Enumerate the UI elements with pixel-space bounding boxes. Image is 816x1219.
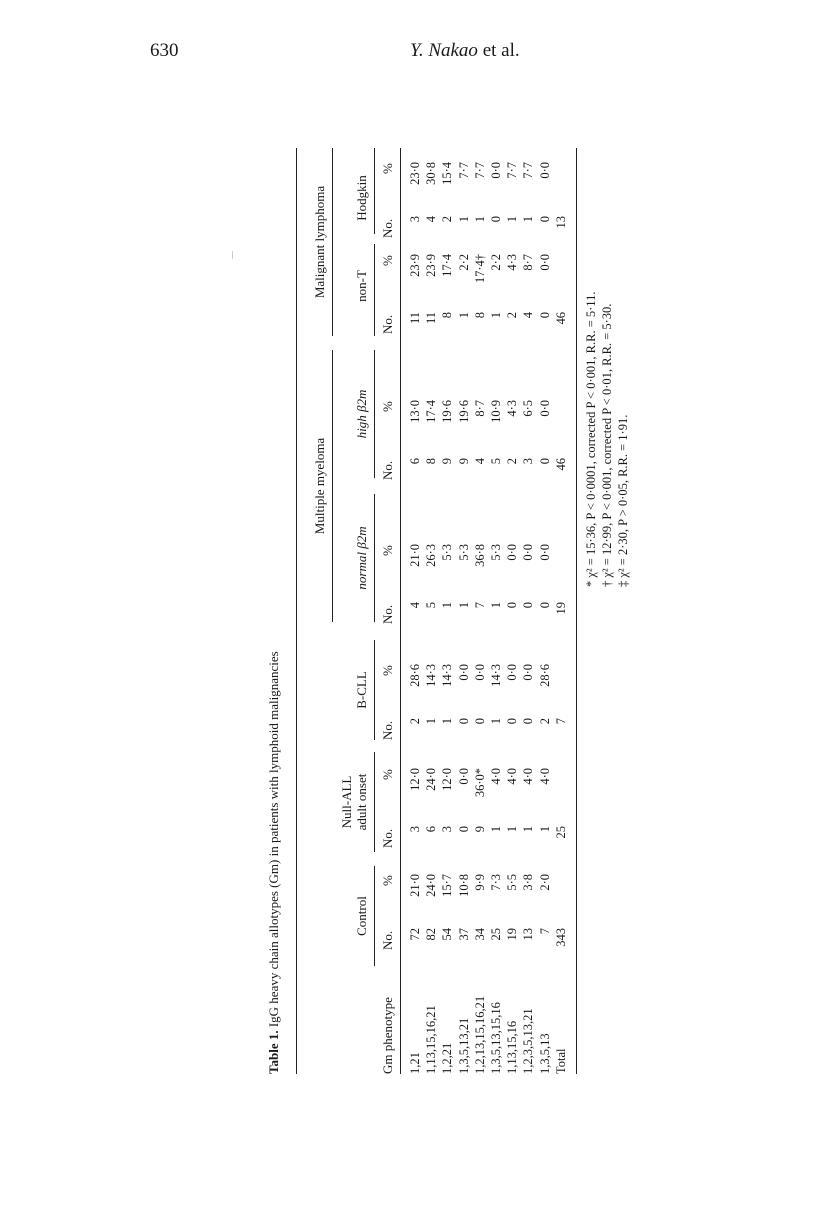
null-all-subheader: adult onset xyxy=(354,773,369,831)
cell-c_no: 19 xyxy=(505,928,520,941)
cell-mh_no: 5 xyxy=(489,458,503,465)
cell-c_pct: 15·7 xyxy=(440,874,455,897)
cell-n_pct: 4·0 xyxy=(505,768,520,785)
cell-mn_pct: 21·0 xyxy=(408,544,422,567)
page-number: 630 xyxy=(150,40,179,61)
footnote-1: * χ² = 15·36, P < 0·0001, corrected P < 0·001, R.R. = 5·11. xyxy=(584,291,598,587)
cell-mn_pct: 0·0 xyxy=(521,544,536,561)
cell-mh_pct: 17·4 xyxy=(424,400,439,423)
cell-mh_pct: 10·9 xyxy=(489,400,503,423)
cell-mn_pct: 26·3 xyxy=(424,544,439,567)
non-t-rule xyxy=(374,244,375,336)
phenotype-cell: Total xyxy=(553,1048,568,1074)
table-row xyxy=(408,148,424,1074)
non-t-header: non-T xyxy=(354,270,369,302)
cell-lt_no: 1 xyxy=(456,312,471,319)
cell-lt_pct: 2·2 xyxy=(489,254,503,271)
cell-mh_no: 3 xyxy=(521,458,536,465)
cell-lh_pct: 7·7 xyxy=(521,162,536,179)
cell-lt_no: 46 xyxy=(553,312,568,325)
column-header-lt_pct: % xyxy=(380,255,395,266)
table-label: Table 1. xyxy=(266,1030,281,1074)
normal-b2m-rule xyxy=(374,494,375,622)
cell-mh_pct: 13·0 xyxy=(408,400,422,423)
cell-mn_pct: 5·3 xyxy=(489,544,503,561)
cell-lh_pct: 15·4 xyxy=(440,162,455,185)
column-header-mh_pct: % xyxy=(380,401,395,412)
cell-n_no: 3 xyxy=(408,826,422,833)
phenotype-cell: 1,2,13,15,16,21 xyxy=(472,995,487,1074)
cell-b_no: 1 xyxy=(489,718,503,725)
margin-mark xyxy=(232,251,233,259)
cell-mn_pct: 5·3 xyxy=(440,544,455,561)
cell-b_pct: 28·6 xyxy=(537,664,552,687)
cell-n_pct: 36·0* xyxy=(472,768,487,798)
cell-c_no: 54 xyxy=(440,928,455,941)
cell-n_no: 3 xyxy=(440,826,455,833)
cell-mn_no: 1 xyxy=(440,602,455,609)
author-name: Y. Nakao xyxy=(410,40,478,61)
column-header-lh_no: No. xyxy=(380,218,395,238)
cell-n_no: 1 xyxy=(489,826,503,833)
cell-n_pct: 24·0 xyxy=(424,768,439,791)
cell-mh_no: 6 xyxy=(408,458,422,465)
control-header: Control xyxy=(354,896,369,936)
phenotype-cell: 1,3,5,13,21 xyxy=(456,1017,471,1074)
cell-mh_pct: 4·3 xyxy=(505,400,520,417)
cell-lt_pct: 17·4 xyxy=(440,254,455,277)
cell-mn_no: 0 xyxy=(505,602,520,609)
phenotype-cell: 1,13,15,16,21 xyxy=(424,1005,439,1074)
cell-c_no: 82 xyxy=(424,928,439,941)
phenotype-cell: 1,3,5,13 xyxy=(537,1033,552,1074)
table-row xyxy=(473,148,489,1074)
cell-c_pct: 10·8 xyxy=(456,874,471,897)
cell-mn_no: 19 xyxy=(553,602,568,615)
footnote-3: ‡ χ² = 2·30, P > 0·05, R.R. = 1·91. xyxy=(616,414,630,587)
cell-c_no: 72 xyxy=(408,928,422,941)
cell-lt_pct: 17·4† xyxy=(472,254,487,284)
cell-n_no: 9 xyxy=(472,826,487,833)
column-header-lh_pct: % xyxy=(380,163,395,174)
cell-c_pct: 21·0 xyxy=(408,874,422,897)
null-all-rule xyxy=(374,752,375,852)
table-row xyxy=(505,148,521,1074)
cell-mn_no: 7 xyxy=(472,602,487,609)
cell-mh_no: 0 xyxy=(537,458,552,465)
cell-mn_no: 0 xyxy=(521,602,536,609)
cell-lt_no: 4 xyxy=(521,312,536,319)
cell-b_pct: 0·0 xyxy=(472,664,487,681)
cell-c_pct: 7·3 xyxy=(489,874,503,891)
cell-b_pct: 14·3 xyxy=(440,664,455,687)
table-row xyxy=(538,148,554,1074)
cell-mh_pct: 8·7 xyxy=(472,400,487,417)
cell-lh_no: 0 xyxy=(489,216,503,223)
table-caption xyxy=(266,651,282,1074)
cell-mh_no: 8 xyxy=(424,458,439,465)
cell-b_no: 2 xyxy=(408,718,422,725)
phenotype-cell: 1,13,15,16 xyxy=(505,1020,520,1074)
cell-lt_no: 0 xyxy=(537,312,552,319)
cell-mh_pct: 6·5 xyxy=(521,400,536,417)
cell-b_no: 0 xyxy=(472,718,487,725)
cell-lh_no: 2 xyxy=(440,216,455,223)
hodgkin-rule xyxy=(374,148,375,234)
cell-mh_no: 46 xyxy=(553,458,568,471)
multiple-myeloma-header: Multiple myeloma xyxy=(312,437,327,535)
cell-mn_no: 4 xyxy=(408,602,422,609)
lymphoma-rule xyxy=(332,148,333,336)
cell-lh_pct: 0·0 xyxy=(489,162,503,179)
column-header-lt_no: No. xyxy=(380,314,395,334)
header-rule xyxy=(400,148,401,1074)
cell-mn_pct: 0·0 xyxy=(537,544,552,561)
cell-mn_pct: 5·3 xyxy=(456,544,471,561)
cell-lh_no: 4 xyxy=(424,216,439,223)
table-title: IgG heavy chain allotypes (Gm) in patients with lymphoid malignancies xyxy=(266,651,281,1031)
author-suffix: et al. xyxy=(477,40,520,61)
column-header-mh_no: No. xyxy=(380,460,395,480)
running-head xyxy=(410,40,520,62)
normal-b2m-header: normal β2m xyxy=(354,526,369,590)
cell-b_pct: 14·3 xyxy=(489,664,503,687)
cell-c_no: 7 xyxy=(537,928,552,935)
column-header-c_no: No. xyxy=(380,930,395,950)
control-rule xyxy=(374,866,375,966)
cell-c_no: 34 xyxy=(472,928,487,941)
cell-mn_no: 1 xyxy=(489,602,503,609)
cell-lh_no: 3 xyxy=(408,216,422,223)
cell-lh_no: 13 xyxy=(553,216,568,229)
cell-lt_no: 2 xyxy=(505,312,520,319)
cell-lh_pct: 7·7 xyxy=(456,162,471,179)
cell-c_pct: 2·0 xyxy=(537,874,552,891)
cell-c_no: 343 xyxy=(553,928,568,947)
cell-b_pct: 0·0 xyxy=(505,664,520,681)
cell-c_pct: 5·5 xyxy=(505,874,520,891)
cell-c_no: 25 xyxy=(489,928,503,941)
null-all-header: Null-ALL xyxy=(339,775,354,829)
cell-mh_pct: 19·6 xyxy=(440,400,455,423)
phenotype-cell: 1,2,3,5,13,21 xyxy=(521,1008,536,1074)
cell-lt_no: 8 xyxy=(440,312,455,319)
cell-lh_pct: 7·7 xyxy=(505,162,520,179)
cell-mh_no: 2 xyxy=(505,458,520,465)
cell-b_no: 0 xyxy=(505,718,520,725)
cell-c_pct: 3·8 xyxy=(521,874,536,891)
cell-n_no: 1 xyxy=(505,826,520,833)
table-row xyxy=(554,148,570,1074)
cell-b_no: 1 xyxy=(424,718,439,725)
phenotype-cell: 1,21 xyxy=(408,1052,422,1074)
cell-c_no: 37 xyxy=(456,928,471,941)
bcll-header: B-CLL xyxy=(354,671,369,709)
high-b2m-rule xyxy=(374,350,375,478)
cell-n_pct: 4·0 xyxy=(537,768,552,785)
hodgkin-header: Hodgkin xyxy=(354,175,369,221)
cell-lh_no: 1 xyxy=(521,216,536,223)
cell-mh_no: 9 xyxy=(456,458,471,465)
cell-c_pct: 9·9 xyxy=(472,874,487,891)
cell-mh_no: 9 xyxy=(440,458,455,465)
cell-lh_no: 0 xyxy=(537,216,552,223)
column-header-b_pct: % xyxy=(380,665,395,676)
cell-lt_pct: 2·2 xyxy=(456,254,471,271)
cell-b_pct: 0·0 xyxy=(456,664,471,681)
cell-lt_pct: 23·9 xyxy=(424,254,439,277)
cell-n_no: 1 xyxy=(537,826,552,833)
cell-lt_no: 11 xyxy=(408,312,422,325)
malignant-lymphoma-header: Malignant lymphoma xyxy=(312,185,327,299)
cell-b_pct: 0·0 xyxy=(521,664,536,681)
column-header-n_no: No. xyxy=(380,828,395,848)
phenotype-cell: 1,3,5,13,15,16 xyxy=(489,1002,503,1074)
cell-mn_pct: 0·0 xyxy=(505,544,520,561)
cell-lt_no: 8 xyxy=(472,312,487,319)
cell-b_no: 0 xyxy=(521,718,536,725)
table-row xyxy=(424,148,440,1074)
cell-c_no: 13 xyxy=(521,928,536,941)
cell-n_no: 6 xyxy=(424,826,439,833)
cell-mn_no: 5 xyxy=(424,602,439,609)
cell-mh_pct: 0·0 xyxy=(537,400,552,417)
cell-mn_no: 1 xyxy=(456,602,471,609)
myeloma-rule xyxy=(332,350,333,622)
top-rule xyxy=(296,148,297,1074)
cell-b_pct: 28·6 xyxy=(408,664,422,687)
cell-n_pct: 0·0 xyxy=(456,768,471,785)
cell-b_no: 7 xyxy=(553,718,568,725)
cell-n_pct: 12·0 xyxy=(408,768,422,791)
cell-lh_no: 1 xyxy=(472,216,487,223)
cell-n_pct: 4·0 xyxy=(521,768,536,785)
cell-mn_no: 0 xyxy=(537,602,552,609)
gm-phenotype-header: Gm phenotype xyxy=(380,997,395,1074)
cell-n_no: 25 xyxy=(553,826,568,839)
column-header-mn_no: No. xyxy=(380,604,395,624)
cell-lh_pct: 7·7 xyxy=(472,162,487,179)
column-header-n_pct: % xyxy=(380,769,395,780)
cell-b_pct: 14·3 xyxy=(424,664,439,687)
column-header-c_pct: % xyxy=(380,875,395,886)
footnote-2: † χ² = 12·99, P < 0·001, corrected P < 0·01, R.R. = 5·30. xyxy=(600,303,614,587)
cell-n_pct: 4·0 xyxy=(489,768,503,785)
column-header-mn_pct: % xyxy=(380,545,395,556)
table-row xyxy=(457,148,473,1074)
rotated-table xyxy=(266,148,630,1074)
cell-lt_no: 11 xyxy=(424,312,439,325)
table-row xyxy=(521,148,537,1074)
cell-lt_pct: 8·7 xyxy=(521,254,536,271)
cell-b_no: 1 xyxy=(440,718,455,725)
table-row xyxy=(489,148,505,1074)
cell-mh_pct: 19·6 xyxy=(456,400,471,423)
bottom-rule xyxy=(576,148,577,1074)
cell-lt_pct: 4·3 xyxy=(505,254,520,271)
cell-lh_pct: 0·0 xyxy=(537,162,552,179)
high-b2m-header: high β2m xyxy=(354,389,369,439)
cell-mn_pct: 36·8 xyxy=(472,544,487,567)
table-row xyxy=(440,148,456,1074)
bcll-rule xyxy=(374,640,375,740)
cell-n_no: 0 xyxy=(456,826,471,833)
cell-mh_no: 4 xyxy=(472,458,487,465)
cell-lh_no: 1 xyxy=(456,216,471,223)
cell-b_no: 2 xyxy=(537,718,552,725)
cell-lh_pct: 30·8 xyxy=(424,162,439,185)
cell-lh_no: 1 xyxy=(505,216,520,223)
column-header-b_no: No. xyxy=(380,720,395,740)
cell-lt_pct: 0·0 xyxy=(537,254,552,271)
cell-lt_no: 1 xyxy=(489,312,503,319)
cell-c_pct: 24·0 xyxy=(424,874,439,897)
cell-lt_pct: 23·9 xyxy=(408,254,422,277)
cell-b_no: 0 xyxy=(456,718,471,725)
cell-n_pct: 12·0 xyxy=(440,768,455,791)
cell-n_no: 1 xyxy=(521,826,536,833)
cell-lh_pct: 23·0 xyxy=(408,162,422,185)
phenotype-cell: 1,2,21 xyxy=(440,1042,455,1074)
